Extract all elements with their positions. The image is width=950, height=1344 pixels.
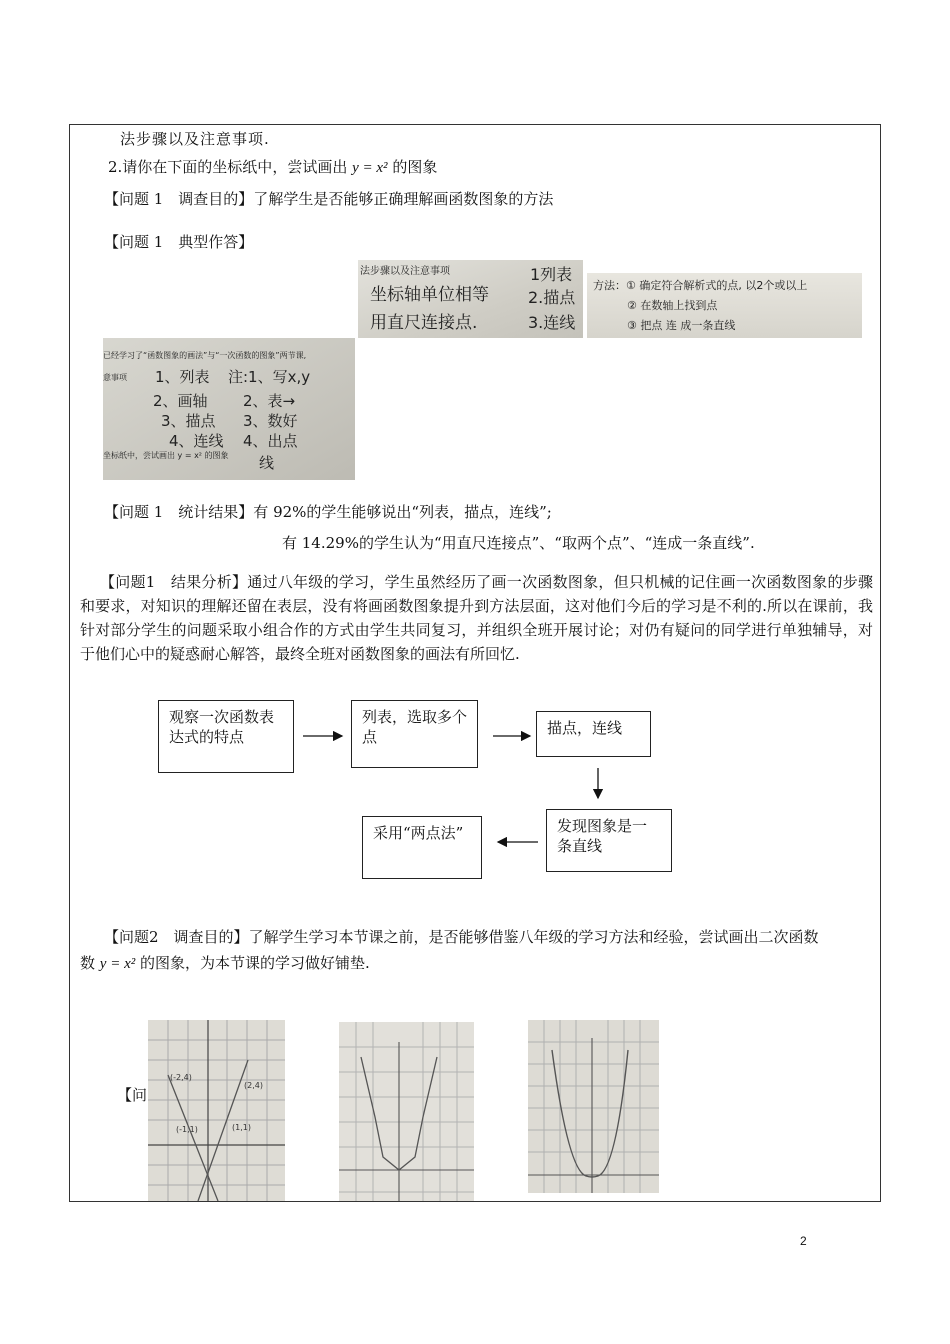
line2-prefix: 2.请你在下面的坐标纸中，尝试画出: [108, 158, 348, 176]
photo1-text: 坐标轴单位相等: [370, 285, 489, 305]
q2-purpose-line-2: [80, 950, 370, 977]
q2-purpose-line-1: 【问题2 调查目的】了解学生学习本节课之前，是否能够借鉴八年级的学习方法和经验，尝试画出二次函数: [104, 928, 819, 946]
photo3-text: 已经学习了“函数图象的画法”与“一次函数的图象”两节课,: [103, 351, 307, 360]
graph1-label: (-2,4): [170, 1073, 192, 1082]
student-graph-photo-1: [148, 1020, 285, 1201]
photo1-text: 3.连线: [528, 313, 576, 332]
photo1-text: 1列表: [530, 265, 573, 284]
photo1-text: 用直尺连接点.: [370, 313, 478, 333]
q1-purpose: 【问题 1 调查目的】了解学生是否能够正确理解画函数图象的方法: [104, 190, 554, 208]
photo3-text: 4、出点: [243, 432, 298, 450]
q2-suffix: 的图象，为本节课的学习做好铺垫.: [140, 954, 370, 972]
q1-analysis: 【问题1 结果分析】通过八年级的学习，学生虽然经历了画一次函数图象，但只机械的记住画一次函数图象的步骤和要求，对知识的理解还留在表层，没有将画函数图象提升到方法层面，这对他们今后的学习是不利的.所以在课前，我针对部分学生的问题采取小组合作的方式由学生共同复习，并组织全班开展讨论；对仍有疑问的同学进行单独辅导，对于他们心中的疑惑耐心解答，最终全班对函数图象的画法有所回忆.: [80, 573, 873, 663]
flow-box-1: 观察一次函数表达式的特点: [158, 700, 294, 773]
photo3-text: 4、连线: [169, 432, 224, 450]
photo3-text: 2、表→: [243, 392, 296, 410]
formula: y = x²: [352, 160, 388, 176]
photo3-text: 3、数好: [243, 412, 298, 430]
photo3-text: 坐标纸中，尝试画出 y = x² 的图象: [103, 451, 229, 460]
photo3-text: 1、列表: [155, 368, 210, 386]
q2-prefix: 数: [80, 954, 96, 972]
student-graph-photo-3: [528, 1020, 659, 1193]
line2-suffix: 的图象: [392, 158, 438, 176]
q2-partial-label: 【问: [117, 1086, 148, 1104]
graph1-label: (2,4): [244, 1081, 263, 1090]
photo3-text: 注:1、写x,y: [228, 368, 311, 386]
graph1-label: (1,1): [232, 1123, 251, 1132]
flow-box-4: 发现图象是一条直线: [546, 809, 672, 872]
formula: y = x²: [99, 956, 136, 972]
text-line-1: 法步骤以及注意事项.: [120, 130, 270, 148]
flow-box-3: 描点，连线: [536, 711, 651, 757]
photo3-text: 2、画轴: [153, 392, 208, 410]
photo2-text: ② 在数轴上找到点: [627, 299, 718, 312]
flow-box-5: 采用“两点法”: [362, 816, 482, 879]
page-number: 2: [800, 1234, 807, 1248]
student-graph-photo-2: [339, 1022, 474, 1201]
photo2-text: 方法：① 确定符合解析式的点, 以2个或以上: [593, 279, 808, 292]
photo2-text: ③ 把点 连 成一条直线: [627, 319, 736, 332]
q1-typical-answers: 【问题 1 典型作答】: [104, 233, 254, 251]
photo3-text: 3、描点: [161, 412, 216, 430]
photo1-text: 法步骤以及注意事项: [360, 266, 450, 277]
photo1-text: 2.描点: [528, 288, 576, 307]
q1-stats-1: 【问题 1 统计结果】有 92%的学生能够说出“列表，描点，连线”;: [104, 503, 552, 521]
graph1-label: (-1,1): [176, 1125, 198, 1134]
flow-box-2: 列表，选取多个点: [351, 700, 478, 768]
photo3-text: 意事项: [103, 373, 127, 382]
graph3-drawing: [528, 1020, 659, 1193]
graph2-drawing: [339, 1022, 474, 1201]
graph1-drawing: [148, 1020, 285, 1201]
q1-stats-2: 有 14.29%的学生认为“用直尺连接点”、“取两个点”、“连成一条直线”.: [282, 534, 755, 552]
photo3-text: 线: [259, 454, 275, 472]
